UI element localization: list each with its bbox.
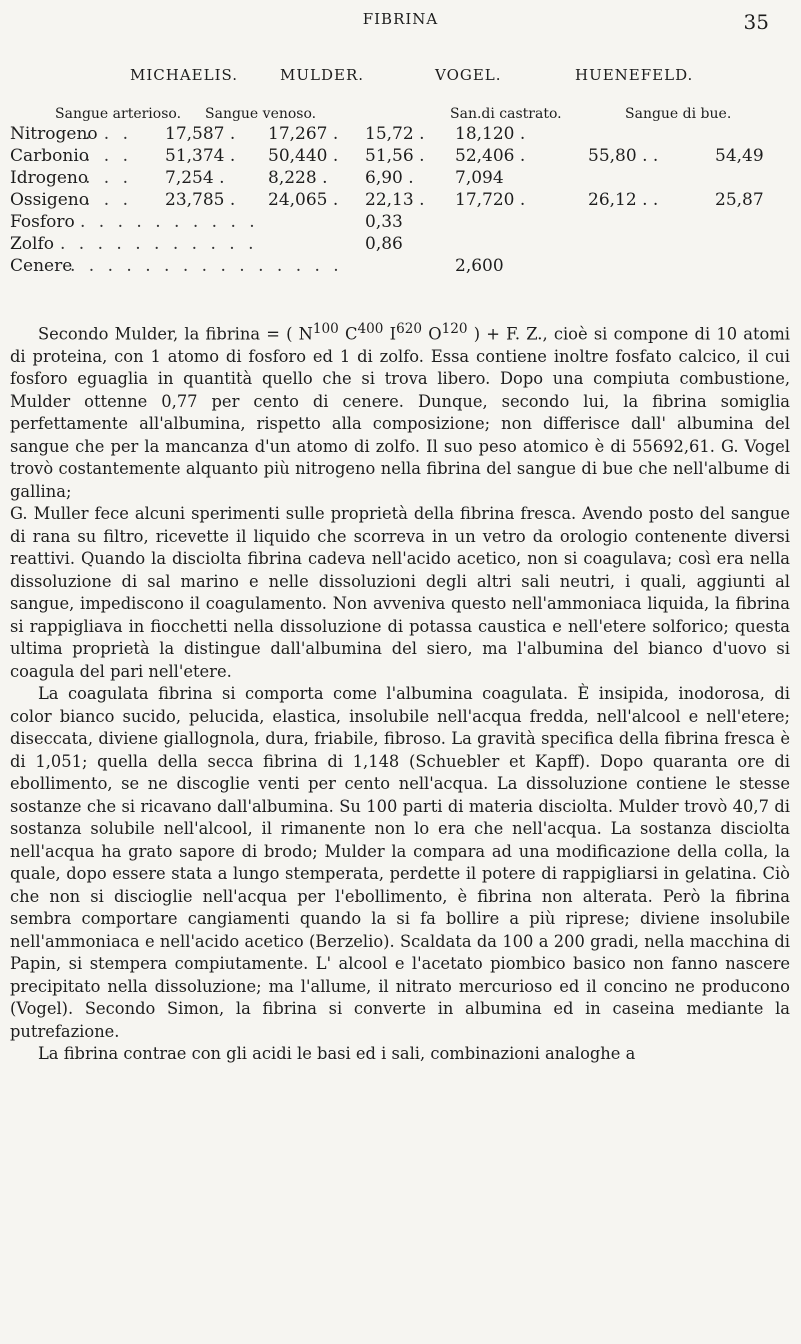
table-cell: 23,785 .: [165, 190, 236, 210]
row-label: Nitrogeno: [10, 124, 98, 144]
formula-superscript: 100: [312, 321, 339, 337]
table-cell: 8,228 .: [268, 168, 328, 188]
table-cell: 0,86: [365, 234, 403, 254]
table-cell: 7,094: [455, 168, 504, 188]
table-cell: 7,254 .: [165, 168, 225, 188]
row-label: Cenere: [10, 256, 73, 276]
running-title: FIBRINA: [362, 10, 439, 28]
row-label: Idrogeno: [10, 168, 89, 188]
column-header-vogel: VOGEL.: [435, 66, 502, 84]
table-cell: 24,065 .: [268, 190, 339, 210]
table-cell: 17,587 .: [165, 124, 236, 144]
table-cell: 0,33: [365, 212, 403, 232]
row-label: Ossigeno: [10, 190, 89, 210]
formula-text: C: [338, 324, 358, 344]
table-column-headers: [130, 66, 750, 86]
row-label: Zolfo: [10, 234, 55, 254]
subheader-wether-blood: San.di castrato.: [450, 106, 562, 122]
table-cell: 2,600: [455, 256, 504, 276]
table-cell: 55,80 . .: [588, 146, 659, 166]
column-header-mulder: MULDER.: [280, 66, 364, 84]
column-header-huenefeld: HUENEFELD.: [575, 66, 694, 84]
composition-table: [10, 124, 790, 278]
row-leader-dots: . . . . . . . . . . . . . . .: [70, 256, 343, 276]
paragraph-text: ) + F. Z., cioè si compone di 10 atomi di proteina, con 1 atomo di fosforo ed 1 di zolfo. Essa contiene inoltre fosfato calcico, il cui fosforo eguaglia in quantità quello che si trova libero. Dopo una compiuta combustione, Mulder ottenne 0,77 per cento di cenere. Dunque, secondo lui, la fibrina somiglia perfettamente all'albumina, rispetto alla composizione; non differisce dall' albumina del sangue che per la mancanza d'un atomo di zolfo. Il suo peso atomico è di 55692,61. G. Vogel trovò costantemente alquanto più nitrogeno nella fibrina del sangue di bue che nell'albume di gallina;: [10, 324, 790, 501]
table-row: [10, 256, 790, 278]
row-leader-dots: . . .: [85, 124, 133, 144]
table-row: [10, 234, 790, 256]
column-header-michaelis: MICHAELIS.: [130, 66, 239, 84]
row-leader-dots: . . . . . . . . . . .: [60, 234, 258, 254]
formula-superscript: 120: [441, 321, 468, 337]
running-head: [0, 10, 801, 34]
row-leader-dots: . . .: [85, 146, 133, 166]
row-label: Fosforo: [10, 212, 75, 232]
formula-text: Secondo Mulder, la fibrina = ( N: [38, 324, 313, 344]
table-row: [10, 212, 790, 234]
paragraph-muller: G. Muller fece alcuni sperimenti sulle proprietà della fibrina fresca. Avendo posto del sangue di rana su filtro, ricevette il liquido che scorreva in un vetro da orologio contenente diversi reattivi. Quando la disciolta fibrina cadeva nell'acido acetico, non si coagulava; così era nella dissoluzione di sal marino e nelle dissoluzioni degli altri sali neutri, i quali, aggiunti al sangue, impediscono il coagulamento. Non avveniva questo nell'ammoniaca liquida, la fibrina si rappigliava in fiocchetti nella dissoluzione di potassa caustica e nell'etere solforico; questa ultima proprietà la distingue dall'albumina del siero, ma l'albumina del bianco d'uovo si coagula del pari nell'etere.: [10, 504, 790, 681]
table-cell: 25,87: [715, 190, 764, 210]
formula-superscript: 620: [396, 321, 422, 337]
table-row: [10, 190, 790, 212]
subheader-arterial-blood: Sangue arterioso.: [55, 106, 182, 122]
row-leader-dots: . . .: [85, 168, 133, 188]
table-cell: 26,12 . .: [588, 190, 659, 210]
paragraph-coagulated-fibrin: La coagulata fibrina si comporta come l'albumina coagulata. È insipida, inodorosa, di color bianco sucido, pelucida, elastica, insolubile nell'acqua fredda, nell'alcool e nell'etere; diseccata, diviene giallognola, dura, friabile, fibroso. La gravità specifica della fibrina fresca è di 1,051; quella della secca fibrina di 1,148 (Schuebler et Kapff). Dopo quaranta ore di ebollimento, se ne discoglie venti per cento nell'acqua. La dissoluzione contiene le stesse sostanze che si ricavano dall'albumina. Su 100 parti di materia disciolta. Mulder trovò 40,7 di sostanza solubile nell'alcool, il rimanente non lo era che nell'acqua. La sostanza disciolta nell'acqua ha grato sapore di brodo; Mulder la compara ad una modificazione della colla, la quale, dopo essere stata a lungo stemperata, perdette il potere di rappigliarsi in gelatina. Ciò che non si discioglie nell'acqua per l'ebollimento, è fibrina non alterata. Però la fibrina sembra comportare cangiamenti quando la si fa bollire a più riprese; diviene insolubile nell'ammoniaca e nell'acido acetico (Berzelio). Scaldata da 100 a 200 gradi, nella macchina di Papin, si stempera compiutamente. L' alcool e l'acetato piombico basico non fanno nascere precipitato nella dissoluzione; ma l'allume, il nitrato mercurioso ed il concino ne producono (Vogel). Secondo Simon, la fibrina si converte in albumina ed in caseina mediante la putrefazione.: [10, 684, 790, 1041]
body-text: [10, 318, 790, 1066]
table-subheaders: [55, 106, 795, 126]
table-cell: 54,49: [715, 146, 764, 166]
row-label: Carbonio: [10, 146, 90, 166]
table-cell: 51,56 .: [365, 146, 425, 166]
table-cell: 6,90 .: [365, 168, 414, 188]
formula-text: O: [422, 324, 442, 344]
table-cell: 18,120 .: [455, 124, 526, 144]
row-leader-dots: . . . . . . . . . .: [80, 212, 259, 232]
table-cell: 52,406 .: [455, 146, 526, 166]
page-number: 35: [743, 10, 769, 34]
formula-superscript: 400: [357, 321, 384, 337]
formula-text: I: [383, 324, 397, 344]
paragraph-acids: La fibrina contrae con gli acidi le basi ed i sali, combinazioni analoghe a: [38, 1044, 636, 1064]
subheader-ox-blood: Sangue di bue.: [625, 106, 732, 122]
table-cell: 51,374 .: [165, 146, 236, 166]
table-cell: 17,267 .: [268, 124, 339, 144]
table-row: [10, 168, 790, 190]
table-cell: 50,440 .: [268, 146, 339, 166]
subheader-venous-blood: Sangue venoso.: [205, 106, 317, 122]
table-cell: 17,720 .: [455, 190, 526, 210]
row-leader-dots: . . .: [85, 190, 133, 210]
table-row: [10, 146, 790, 168]
table-row: [10, 124, 790, 146]
table-cell: 15,72 .: [365, 124, 425, 144]
paragraph-mulder-formula: [10, 318, 790, 503]
table-cell: 22,13 .: [365, 190, 425, 210]
